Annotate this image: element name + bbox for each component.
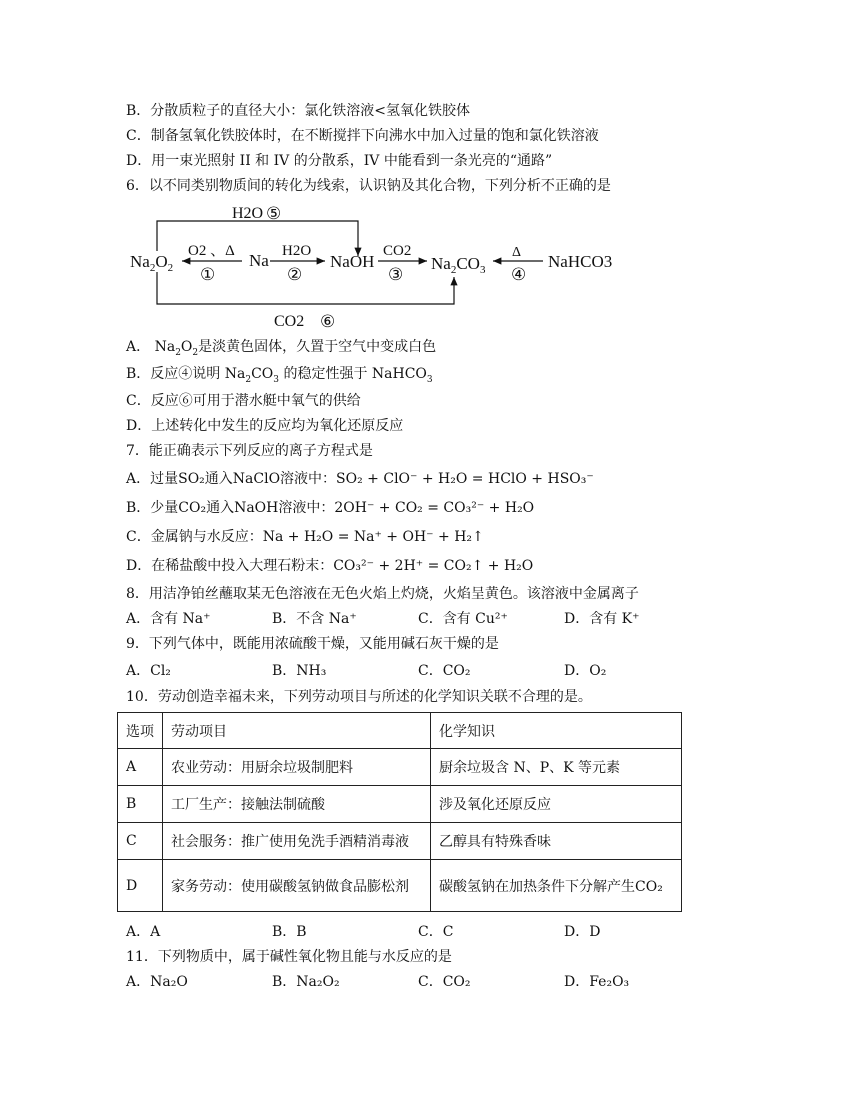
row-b-knowledge: 涉及氧化还原反应 xyxy=(431,786,682,823)
table-row xyxy=(118,860,682,912)
q7-option-d: D．在稀盐酸中投入大理石粉末：CO₃²⁻ + 2H⁺ = CO₂↑ + H₂O xyxy=(126,558,534,574)
row-d-option: D xyxy=(118,860,163,912)
row-c-knowledge: 乙醇具有特殊香味 xyxy=(431,823,682,860)
q9-option-b: B．NH₃ xyxy=(272,663,327,679)
reaction-6-label: ⑥ xyxy=(320,312,336,331)
q6-stem: 6．以不同类别物质间的转化为线索，认识钠及其化合物，下列分析不正确的是 xyxy=(126,178,611,194)
species-nahco3: NaHCO3 xyxy=(548,252,613,271)
species-na2o2: $Na_2O_2$ xyxy=(130,252,174,274)
q9-stem: 9．下列气体中，既能用浓硫酸干燥，又能用碱石灰干燥的是 xyxy=(126,636,499,652)
row-b-labor: 工厂生产：接触法制硫酸 xyxy=(163,786,431,823)
q11-option-b: B．Na₂O₂ xyxy=(272,974,340,990)
q6-option-d: D．上述转化中发生的反应均为氧化还原反应 xyxy=(126,418,404,434)
q7-option-b: B．少量CO₂通入NaOH溶液中：2OH⁻ + CO₂ = CO₃²⁻ + H₂O xyxy=(126,500,535,516)
table-row xyxy=(118,786,682,823)
header-option: 选项 xyxy=(118,713,163,749)
q6-option-b: B．反应④说明 $Na_2CO_3$ 的稳定性强于 NaHCO$_3$ xyxy=(126,366,433,385)
species-na2co3: $Na_2CO_3$ xyxy=(431,254,486,276)
arrow-3-condition: CO2 xyxy=(383,243,412,259)
q10-stem: 10．劳动创造幸福未来，下列劳动项目与所述的化学知识关联不合理的是。 xyxy=(126,689,592,705)
sodium-conversion-diagram xyxy=(120,200,620,335)
arrow-1-label: ① xyxy=(200,265,216,284)
q10-table xyxy=(117,712,682,912)
arrow-3-label: ③ xyxy=(388,265,404,284)
species-na: Na xyxy=(249,251,269,270)
row-a-knowledge: 厨余垃圾含 N、P、K 等元素 xyxy=(431,749,682,786)
arrow-1-condition: O2 、Δ xyxy=(188,243,235,259)
q8-option-c: C．含有 Cu²⁺ xyxy=(418,611,508,627)
row-c-option: C xyxy=(118,823,163,860)
bottom-condition: CO2 xyxy=(274,313,305,330)
arrow-4-label: ④ xyxy=(511,265,527,284)
q10-option-b: B．B xyxy=(272,924,307,940)
q7-option-c: C．金属钠与水反应：Na + H₂O = Na⁺ + OH⁻ + H₂↑ xyxy=(126,529,484,545)
arrow-2-label: ② xyxy=(287,265,303,284)
row-d-knowledge: 碳酸氢钠在加热条件下分解产生CO₂ xyxy=(431,860,682,912)
q11-option-d: D．Fe₂O₃ xyxy=(564,974,630,990)
row-d-labor: 家务劳动：使用碳酸氢钠做食品膨松剂 xyxy=(163,860,431,912)
q7-stem: 7．能正确表示下列反应的离子方程式是 xyxy=(126,443,373,459)
q6-option-c: C．反应⑥可用于潜水艇中氧气的供给 xyxy=(126,393,361,409)
q5-option-d: D．用一束光照射 II 和 IV 的分散系，IV 中能看到一条光亮的“通路” xyxy=(126,153,553,169)
header-labor: 劳动项目 xyxy=(163,713,431,749)
q8-stem: 8．用洁净铂丝蘸取某无色溶液在无色火焰上灼烧，火焰呈黄色。该溶液中金属离子 xyxy=(126,586,639,602)
q9-option-c: C．CO₂ xyxy=(418,663,471,679)
q8-option-d: D．含有 K⁺ xyxy=(564,611,640,627)
arrow-4-condition: Δ xyxy=(512,245,522,260)
q10-option-c: C．C xyxy=(418,924,454,940)
q5-option-c: C．制备氢氧化铁胶体时，在不断搅拌下向沸水中加入过量的饱和氯化铁溶液 xyxy=(126,128,599,144)
q6-option-a: A． $Na_2O_2$是淡黄色固体，久置于空气中变成白色 xyxy=(126,339,437,358)
q11-option-a: A．Na₂O xyxy=(126,974,188,990)
q9-option-a: A．Cl₂ xyxy=(126,663,171,679)
q8-option-b: B．不含 Na⁺ xyxy=(272,611,357,627)
q5-option-b: B．分散质粒子的直径大小：氯化铁溶液<氢氧化铁胶体 xyxy=(126,103,471,119)
q10-option-a: A．A xyxy=(126,924,161,940)
row-b-option: B xyxy=(118,786,163,823)
row-a-labor: 农业劳动：用厨余垃圾制肥料 xyxy=(163,749,431,786)
table-row xyxy=(118,749,682,786)
row-a-option: A xyxy=(118,749,163,786)
q7-option-a: A．过量SO₂通入NaClO溶液中：SO₂ + ClO⁻ + H₂O = HClO + HSO₃⁻ xyxy=(126,471,594,487)
arrow-2-condition: H2O xyxy=(282,243,312,259)
top-condition: H2O xyxy=(232,205,264,222)
row-c-labor: 社会服务：推广使用免洗手酒精消毒液 xyxy=(163,823,431,860)
q9-option-d: D．O₂ xyxy=(564,663,607,679)
table-header-row xyxy=(118,713,682,749)
q11-stem: 11．下列物质中，属于碱性氧化物且能与水反应的是 xyxy=(126,949,452,965)
q8-option-a: A．含有 Na⁺ xyxy=(126,611,211,627)
q10-option-d: D．D xyxy=(564,924,601,940)
species-naoh: NaOH xyxy=(330,252,375,271)
q11-option-c: C．CO₂ xyxy=(418,974,471,990)
header-knowledge: 化学知识 xyxy=(431,713,682,749)
table-row xyxy=(118,823,682,860)
reaction-5-label: ⑤ xyxy=(266,204,282,223)
